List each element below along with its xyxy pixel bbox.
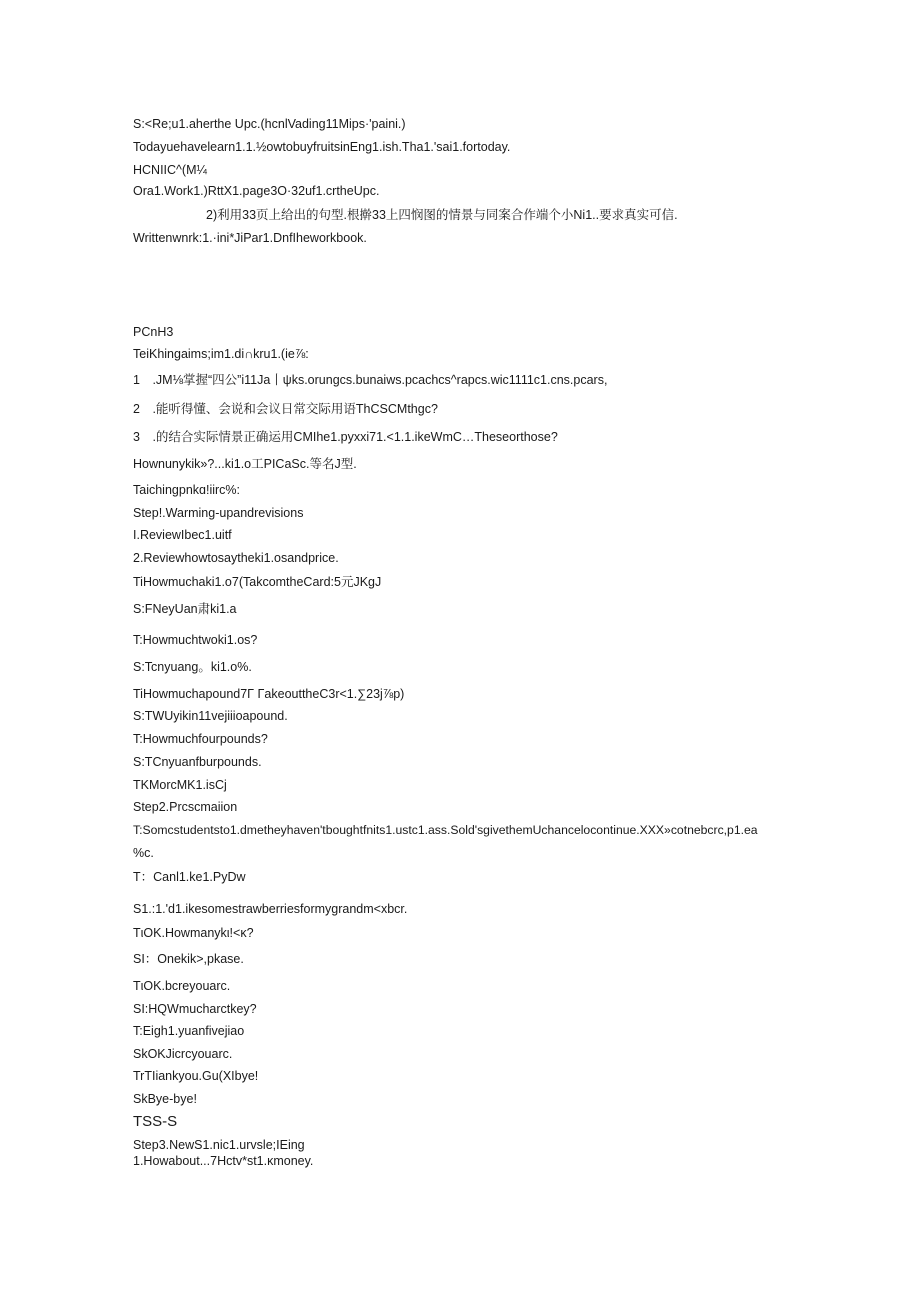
text-line: TiHowmuchapound7Γ ΓakeouttheC3r<1.∑23j⅞p) (133, 687, 405, 701)
text-line: 1.Howabout...7Hctv*st1.κmoney. (133, 1154, 314, 1168)
text-line: SI:HQWmucharctkey? (133, 1002, 257, 1016)
list-item: 3 .的结合实际情景正确运用CMIhe1.pyxxi71.<1.1.ikeWmC…Theseorthose? (133, 430, 558, 444)
text-line: Step2.Prcscmaiion (133, 800, 238, 814)
text-line: Writtenwnrk:1.·ini*JiPar1.DnfIheworkbook. (133, 231, 367, 245)
text-line: T:Somcstudentsto1.dmetheyhaven'tboughtfnits1.ustc1.ass.Sold'sgivethemUchancelocontinue.XXX»cotnebcrc,p1.ea (133, 823, 758, 837)
text-line: S:FNeyUan肃ki1.a (133, 602, 237, 616)
text-line: TKMorcMK1.isCj (133, 778, 227, 792)
text-line: S1.:1.'d1.ikesomestrawberriesformygrandm<xbcr. (133, 902, 408, 916)
section-heading: PCnH3 (133, 325, 174, 339)
text-line: T:Howmuchtwoki1.os? (133, 633, 258, 647)
text-line: S:<Re;u1.aherthe Upc.(hcnlVading11Mips·'paini.) (133, 117, 406, 131)
text-line: HCNIIC^(M¼ (133, 163, 207, 177)
text-line: S:Tcnyuang。ki1.o%. (133, 660, 252, 674)
text-line: Step3.NewS1.nic1.urvsle;IEing (133, 1138, 305, 1152)
text-line: TrTIiankyou.Gu(XIbye! (133, 1069, 259, 1083)
text-line: S:TWUyikin11vejiiioapound. (133, 709, 288, 723)
text-line: TιOK.bcreyouarc. (133, 979, 231, 993)
list-item: 1 .JM⅛掌握“四公”i11Ja丨ψks.orungcs.bunaiws.pcachcs^rapcs.wic1111c1.cns.pcars, (133, 373, 608, 387)
text-line: SI：Onekik>,pkase. (133, 952, 244, 966)
text-line: I.ReviewIbec1.uitf (133, 528, 232, 542)
text-line: S:TCnyuanfburpounds. (133, 755, 262, 769)
text-line: Step!.Warming-upandrevisions (133, 506, 304, 520)
text-line: T:Eigh1.yuanfivejiao (133, 1024, 245, 1038)
text-line: TiHowmuchaki1.o7(TakcomtheCard:5元JKgJ (133, 575, 382, 589)
text-line: 2)利用33页上给出的句型.根擀33上四悯图的情景与同案合作端个小Ni1..要求真实可信. (206, 208, 678, 222)
text-line: SkOKJicrcyouarc. (133, 1047, 233, 1061)
text-line: TιOK.Howmanykι!<κ? (133, 926, 254, 940)
text-line: %c. (133, 846, 154, 860)
text-line: T:Howmuchfourpounds? (133, 732, 268, 746)
text-line: TeiKhingaims;im1.di∩kru1.(ie⅞: (133, 347, 309, 361)
text-line: T：Canl1.ke1.PyDw (133, 870, 246, 884)
text-line: SkBye-bye! (133, 1092, 197, 1106)
list-item: 2 .能听得懂、会说和会议日常交际用语ThCSCMthgc? (133, 402, 438, 416)
text-line: Taichingpnkɑ!iirc%: (133, 483, 240, 497)
section-heading: TSS-S (133, 1113, 178, 1130)
text-line: Hownunykik»?...ki1.o工PICaSc.等名J型. (133, 457, 357, 471)
text-line: Ora1.Work1.)RttX1.page3O·32uf1.crtheUpc. (133, 184, 380, 198)
text-line: Todayuehavelearn1.1.½owtobuyfruitsinEng1.ish.Tha1.'sai1.fortoday. (133, 140, 511, 154)
text-line: 2.Reviewhowtosaytheki1.osandprice. (133, 551, 339, 565)
